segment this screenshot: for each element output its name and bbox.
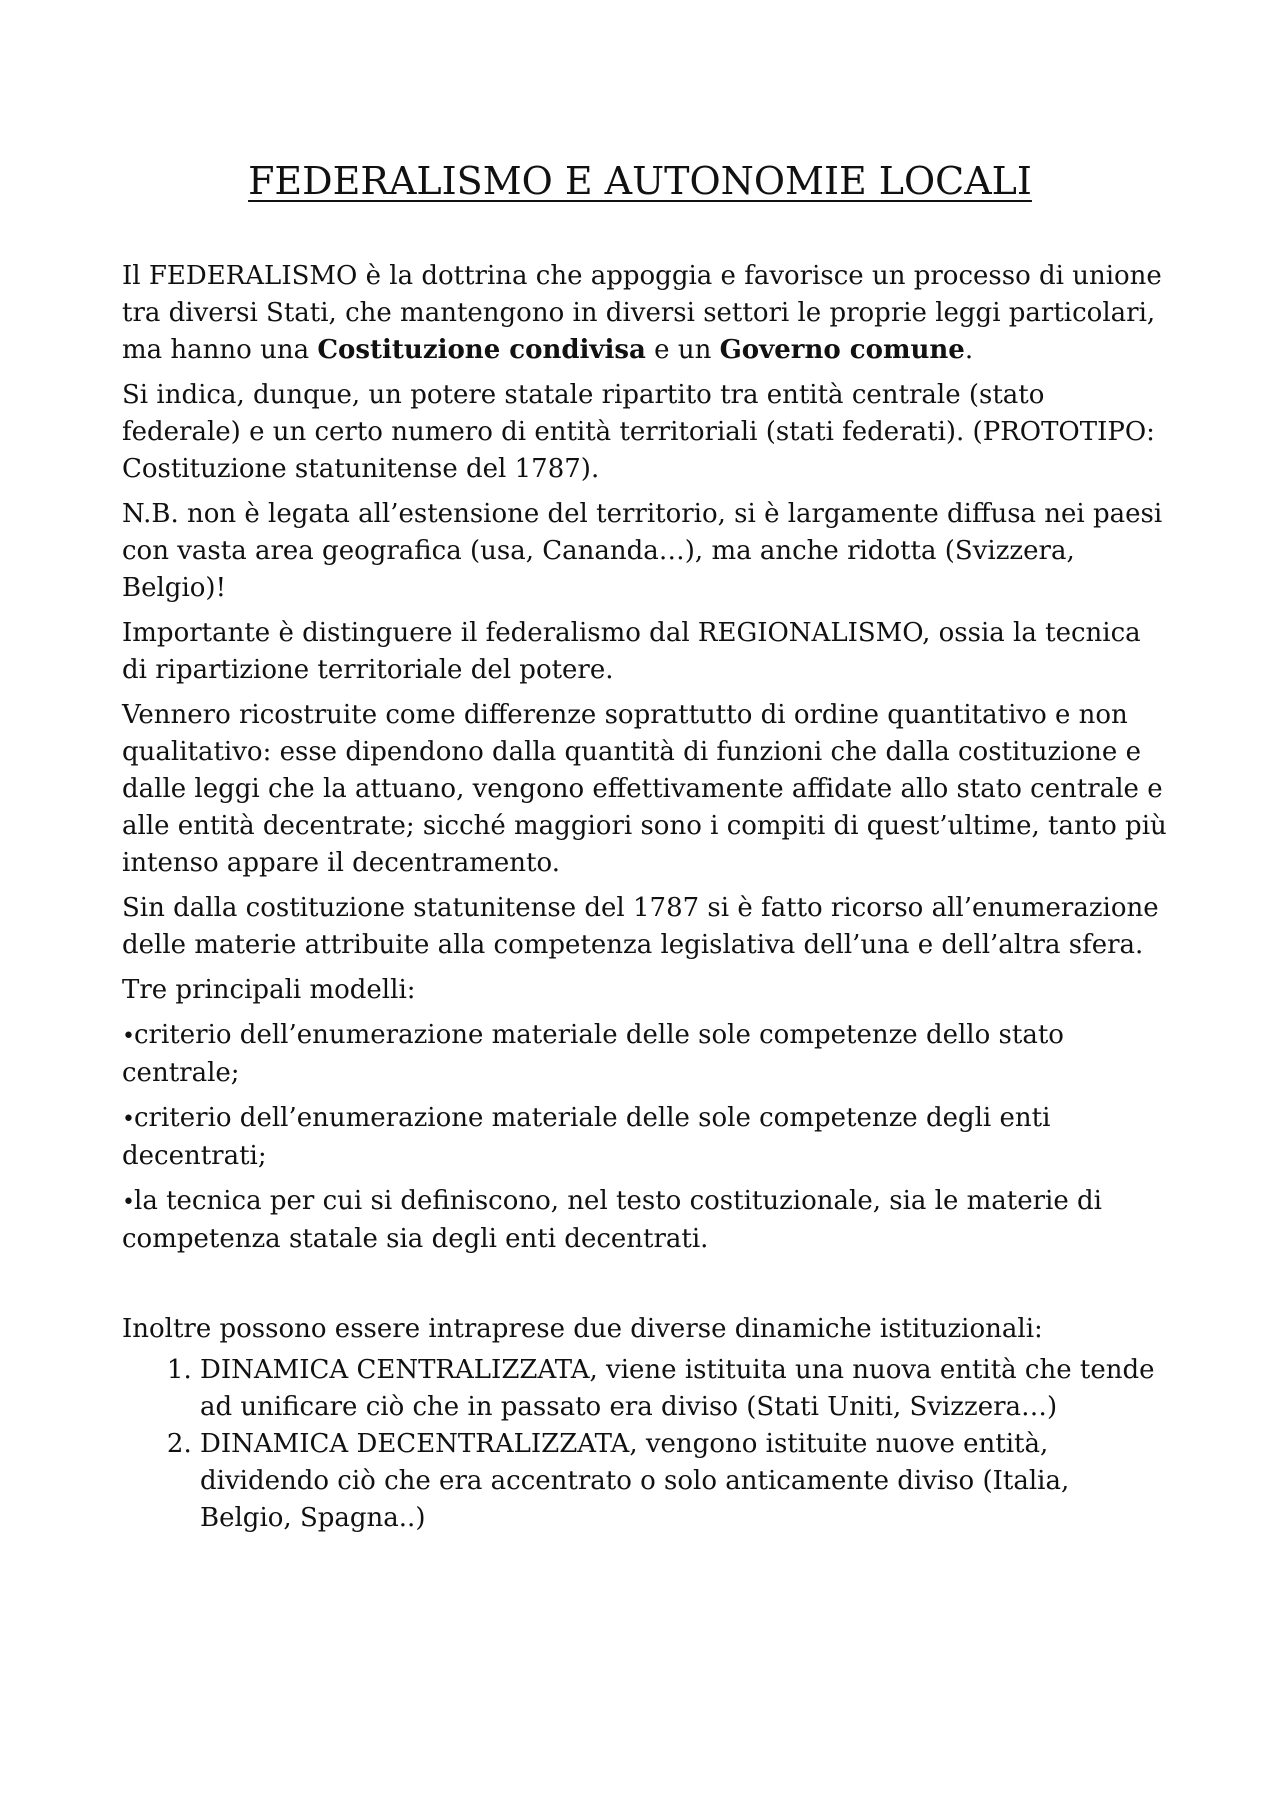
document-body <box>122 258 1167 1537</box>
bold-text-costituzione: Costituzione condivisa <box>317 335 646 365</box>
model-item <box>122 1017 1167 1092</box>
paragraph-text: e un <box>645 335 720 365</box>
model-item <box>122 1183 1167 1258</box>
paragraph-costituzione: Sin dalla costituzione statunitense del 1787 si è fatto ricorso all’enumerazione delle materie attribuite alla competenza legislativa dell’una e dell’altra sfera. <box>122 893 1159 960</box>
paragraph-text: Il FEDERALISMO è la dottrina che appoggia e favorisce un processo di unione tra diversi Stati, che mantengono in diversi settori le proprie leggi particolari, ma hanno una <box>122 261 1162 365</box>
paragraph-potere: Si indica, dunque, un potere statale ripartito tra entità centrale (stato federale) e un certo numero di entità territoriali (stati federati). (PROTOTIPO: Costituzione statunitense del 1787). <box>122 380 1155 484</box>
dynamics-list <box>122 1352 1167 1537</box>
bold-text-governo: Governo comune <box>719 335 965 365</box>
paragraph-text: . <box>964 335 974 365</box>
dynamics-item-centralizzata: 1. DINAMICA CENTRALIZZATA, viene istituita una nuova entità che tende ad unificare ciò che in passato era diviso (Stati Uniti, Svizzera…) <box>200 1352 1167 1426</box>
paragraph-regionalismo: Importante è distinguere il federalismo dal REGIONALISMO, ossia la tecnica di ripartizione territoriale del potere. <box>122 618 1141 685</box>
paragraph-nb: N.B. non è legata all’estensione del territorio, si è largamente diffusa nei paesi con vasta area geografica (usa, Cananda…), ma anche ridotta (Svizzera, Belgio)! <box>122 499 1163 603</box>
bullet-icon: • <box>122 1190 135 1215</box>
model-text: la tecnica per cui si definiscono, nel testo costituzionale, sia le materie di competenza statale sia degli enti decentrati. <box>122 1186 1102 1254</box>
paragraph-modelli-intro: Tre principali modelli: <box>122 975 416 1005</box>
page-title: FEDERALISMO E AUTONOMIE LOCALI <box>248 159 1032 203</box>
model-text: criterio dell’enumerazione materiale delle sole competenze degli enti decentrati; <box>122 1103 1051 1171</box>
section-spacer <box>122 1266 1167 1311</box>
model-item <box>122 1100 1167 1175</box>
dynamics-item-decentralizzata: 2. DINAMICA DECENTRALIZZATA, vengono istituite nuove entità, dividendo ciò che era accentrato o solo anticamente diviso (Italia, Belgio, Spagna..) <box>200 1426 1167 1537</box>
bullet-icon: • <box>122 1024 135 1049</box>
model-text: criterio dell’enumerazione materiale delle sole competenze dello stato centrale; <box>122 1020 1064 1088</box>
paragraph-definition <box>122 258 1167 369</box>
paragraph-differenze: Vennero ricostruite come differenze soprattutto di ordine quantitativo e non qualitativo: esse dipendono dalla quantità di funzioni che dalla costituzione e dalle leggi che la attuano, vengono effettivamente affidate allo stato centrale e alle entità decentrate; sicché maggiori sono i compiti di quest’ultime, tanto più intenso appare il decentramento. <box>122 700 1167 878</box>
bullet-icon: • <box>122 1107 135 1132</box>
paragraph-dinamiche-intro: Inoltre possono essere intraprese due diverse dinamiche istituzionali: <box>122 1314 1043 1344</box>
